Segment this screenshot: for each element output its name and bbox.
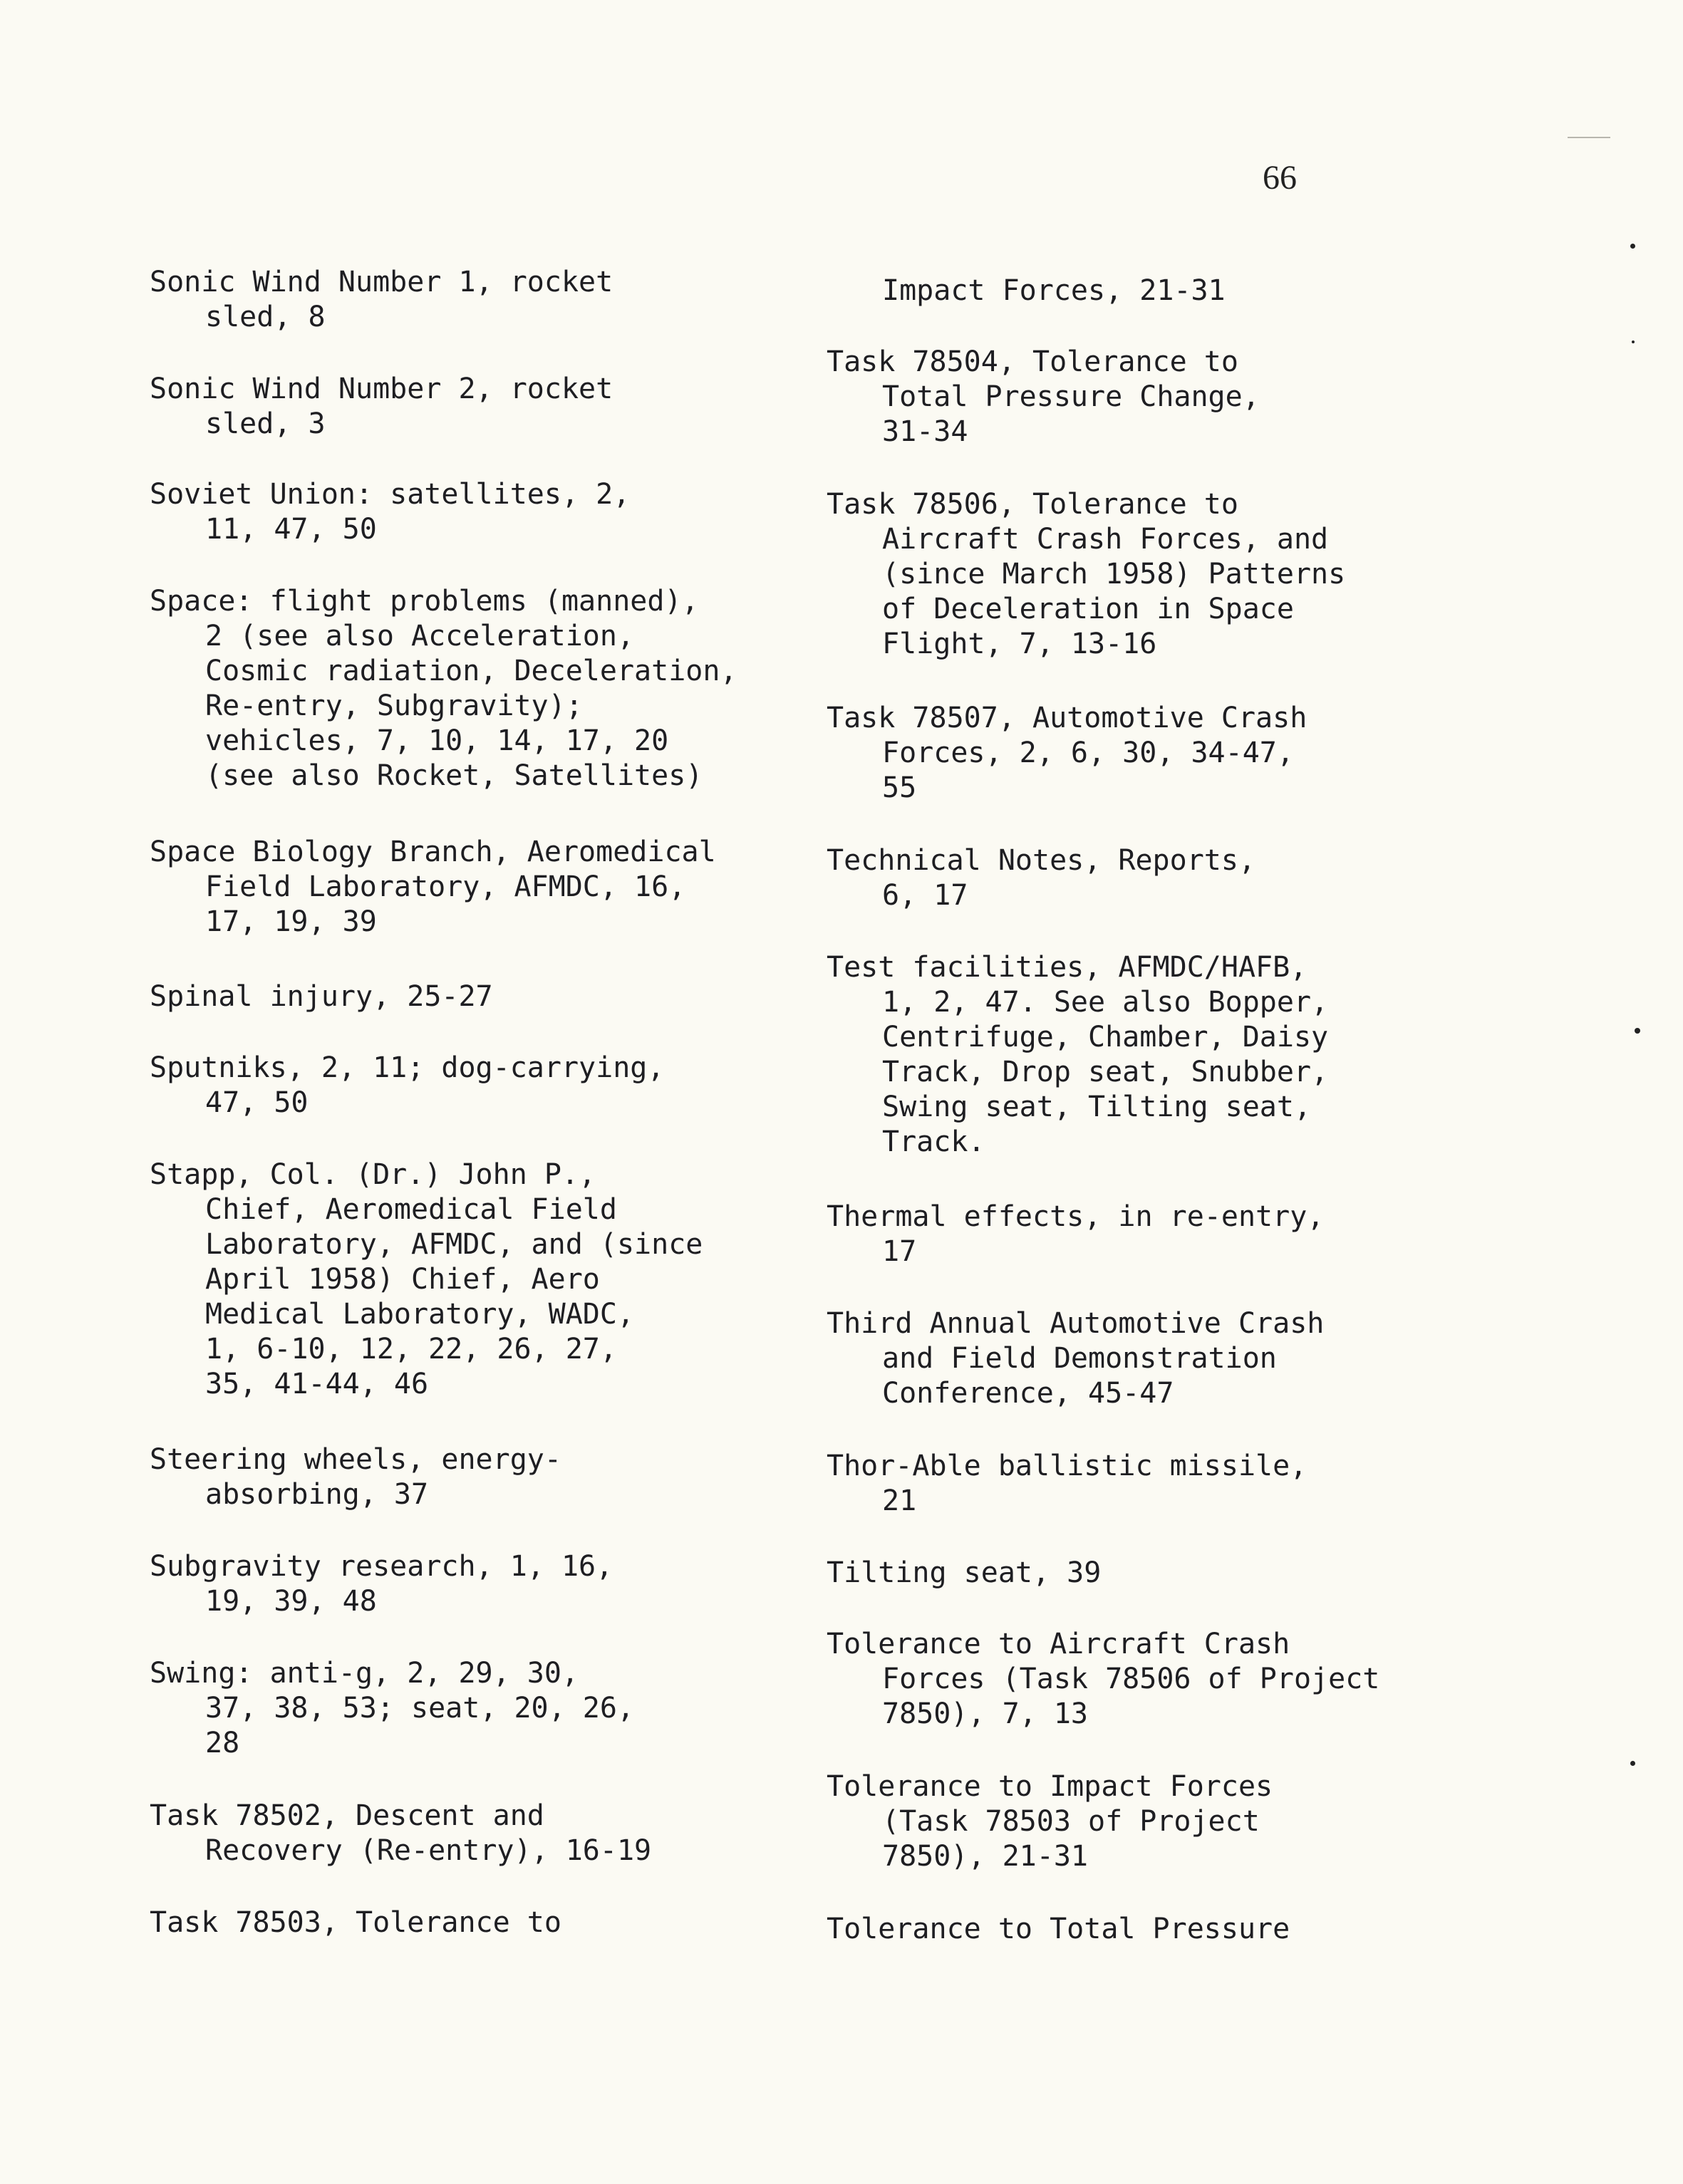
index-entry-continued: Impact Forces, 21-31 xyxy=(882,274,1226,307)
index-entry: Sonic Wind Number 1, rocket sled, 8 xyxy=(150,266,613,333)
index-entry: Sputniks, 2, 11; dog-carrying, 47, 50 xyxy=(150,1051,665,1119)
index-entry: Tolerance to Total Pressure xyxy=(827,1913,1290,1945)
index-entry: Space Biology Branch, Aeromedical Field Laboratory, AFMDC, 16, 17, 19, 39 xyxy=(150,836,716,938)
index-entry: Tolerance to Impact Forces (Task 78503 of Project 7850), 21-31 xyxy=(827,1770,1273,1873)
index-entry: Third Annual Automotive Crash and Field Demonstration Conference, 45-47 xyxy=(827,1307,1325,1410)
index-entry: Task 78502, Descent and Recovery (Re-entry), 16-19 xyxy=(150,1799,652,1867)
index-entry: Tolerance to Aircraft Crash Forces (Task 78506 of Project 7850), 7, 13 xyxy=(827,1628,1380,1730)
index-entry: Tilting seat, 39 xyxy=(827,1556,1102,1589)
index-entry: Soviet Union: satellites, 2, 11, 47, 50 xyxy=(150,478,631,546)
margin-dot xyxy=(1635,1028,1640,1034)
edge-mark xyxy=(1568,137,1610,138)
index-entry: Sonic Wind Number 2, rocket sled, 3 xyxy=(150,373,613,440)
index-entry: Task 78507, Automotive Crash Forces, 2, 6, 30, 34-47, 55 xyxy=(827,702,1307,804)
index-entry: Spinal injury, 25-27 xyxy=(150,980,493,1013)
index-entry: Thermal effects, in re-entry, 17 xyxy=(827,1200,1325,1268)
index-entry: Technical Notes, Reports, 6, 17 xyxy=(827,844,1256,912)
index-entry: Thor-Able ballistic missile, 21 xyxy=(827,1450,1307,1517)
index-entry: Stapp, Col. (Dr.) John P., Chief, Aeromedical Field Laboratory, AFMDC, and (since April 1958) Chief, Aero Medical Laboratory, WADC, 1, 6-10, 12, 22, 26, 27, 35, 41-44, 46 xyxy=(150,1158,703,1400)
index-entry: Subgravity research, 1, 16, 19, 39, 48 xyxy=(150,1550,613,1618)
margin-dot xyxy=(1630,1761,1635,1766)
index-entry: Swing: anti-g, 2, 29, 30, 37, 38, 53; seat, 20, 26, 28 xyxy=(150,1657,635,1759)
index-entry: Test facilities, AFMDC/HAFB, 1, 2, 47. See also Bopper, Centrifuge, Chamber, Daisy Track, Drop seat, Snubber, Swing seat, Tilting seat, Track. xyxy=(827,951,1329,1158)
margin-dot xyxy=(1630,244,1635,249)
index-entry: Task 78504, Tolerance to Total Pressure Change, 31-34 xyxy=(827,345,1260,448)
index-entry: Steering wheels, energy- absorbing, 37 xyxy=(150,1443,561,1511)
index-entry: Task 78506, Tolerance to Aircraft Crash Forces, and (since March 1958) Patterns of Deceleration in Space Flight, 7, 13-16 xyxy=(827,488,1346,660)
margin-dot xyxy=(1632,340,1635,343)
page-number: 66 xyxy=(1263,159,1297,197)
index-entry: Task 78503, Tolerance to xyxy=(150,1906,561,1939)
index-entry: Space: flight problems (manned), 2 (see also Acceleration, Cosmic radiation, Deceleration, Re-entry, Subgravity); vehicles, 7, 10, 14, 17, 20 (see also Rocket, Satellites) xyxy=(150,585,737,792)
